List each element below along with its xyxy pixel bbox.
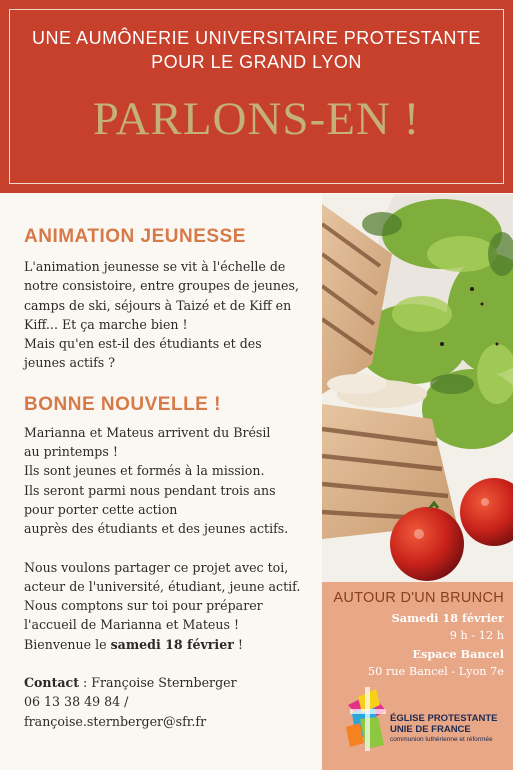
contact-label: Contact [24, 675, 80, 691]
contact-line [24, 673, 316, 692]
cross-logo-icon [346, 683, 390, 755]
food-photo [322, 194, 513, 582]
contact-phone: 06 13 38 49 84 / [24, 694, 129, 710]
text-line: acteur de l'université, étudiant, jeune actif. [24, 578, 301, 594]
welcome-suffix: ! [233, 636, 243, 652]
brunch-place: Espace Bancel [412, 647, 504, 661]
brunch-title: AUTOUR D'UN BRUNCH [333, 590, 504, 606]
brunch-address: 50 rue Bancel - Lyon 7e [367, 665, 504, 678]
brunch-time: 9 h - 12 h [449, 629, 504, 642]
text-line: notre consistoire, entre groupes de jeunes, [24, 278, 299, 294]
section-bonne-nouvelle-body [24, 423, 316, 539]
logo-text-line2: UNIE DE FRANCE [390, 724, 471, 735]
welcome-line [24, 635, 316, 654]
welcome-prefix: Bienvenue le [24, 636, 111, 652]
section-animation-body [24, 257, 316, 373]
text-line: pour porter cette action [24, 501, 178, 517]
logo-text-line3: communion luthérienne et réformée [390, 736, 493, 743]
text-line: Kiff... Et ça marche bien ! [24, 316, 188, 332]
logo-text-line1: ÉGLISE PROTESTANTE [390, 713, 498, 724]
header-subtitle-line1: UNE AUMÔNERIE UNIVERSITAIRE PROTESTANTE [32, 28, 481, 48]
text-line: au printemps ! [24, 444, 118, 460]
section-invitation-body [24, 558, 316, 654]
text-line: l'accueil de Marianna et Mateus ! [24, 617, 240, 633]
header-banner [0, 0, 513, 193]
text-line: L'animation jeunesse se vit à l'échelle de [24, 259, 286, 274]
text-line: Marianna et Mateus arrivent du Brésil [24, 424, 271, 440]
text-line: camps de ski, séjours à Taizé et de Kiff en [24, 297, 292, 313]
contact-name: : Françoise Sternberger [79, 675, 237, 691]
text-line: jeunes actifs ? [24, 355, 116, 371]
contact-block [24, 673, 316, 731]
text-line: Ils seront parmi nous pendant trois ans [24, 482, 276, 498]
page-title: PARLONS-EN ! [92, 93, 421, 145]
sandwich-salad-illustration [322, 194, 513, 582]
contact-email: françoise.sternberger@sfr.fr [24, 713, 207, 729]
text-line: Nous comptons sur toi pour préparer [24, 598, 263, 614]
text-line: Nous voulons partager ce projet avec toi, [24, 559, 289, 575]
main-text-column [24, 226, 316, 731]
text-line: auprès des étudiants et des jeunes actifs. [24, 521, 289, 537]
text-line: Mais qu'en est-il des étudiants et des [24, 336, 262, 352]
welcome-date: samedi 18 février [110, 636, 234, 652]
section-title-bonne-nouvelle: BONNE NOUVELLE ! [24, 393, 221, 415]
text-line: Ils sont jeunes et formés à la mission. [24, 463, 265, 479]
header-subtitle-line2: POUR LE GRAND LYON [151, 52, 362, 72]
brunch-date: Samedi 18 février [391, 611, 504, 625]
epudf-logo [346, 683, 498, 755]
section-title-animation: ANIMATION JEUNESSE [24, 226, 246, 247]
